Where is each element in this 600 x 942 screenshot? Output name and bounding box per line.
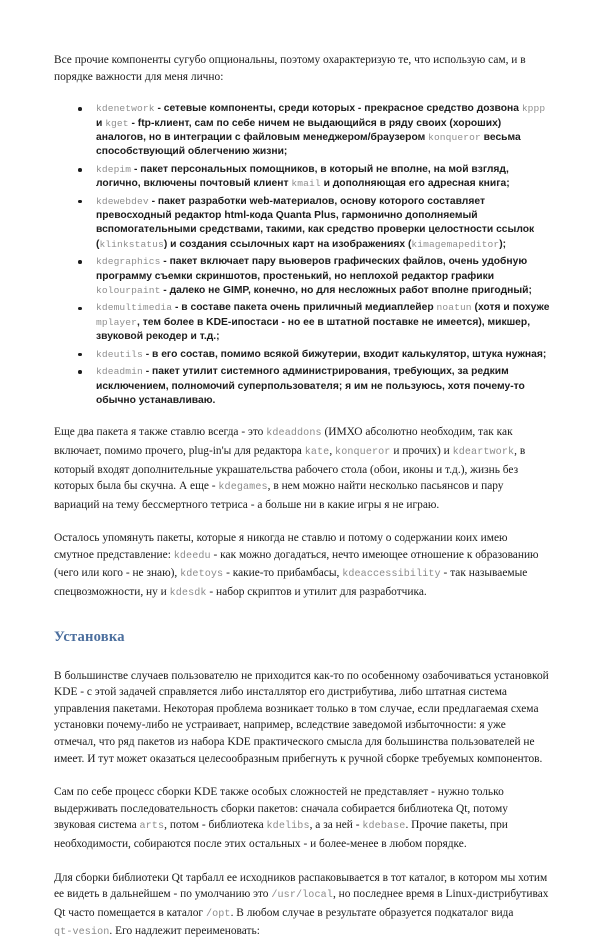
inline-code: arts — [139, 821, 165, 833]
paragraph-install-qt-unpack: Для сборки библиотеки Qt тарбалл ее исходников распаковывается в тот каталог, в котором мы хотим ее видеть в дальнейшем - по умолчанию это /usr/local, но последнее время в Linux-дистрибутивах Qt часто помещается в каталог /opt. В любом случае в результате образуется подкаталог вида qt-vesion. Его надлежит переименовать: — [54, 871, 549, 939]
inline-code: kdesdk — [169, 588, 207, 600]
inline-code: kppp — [521, 103, 546, 115]
inline-code: noatun — [436, 302, 472, 314]
intro-paragraph: Все прочие компоненты сугубо опциональны, поэтому охарактеризую те, что использую сам, и в порядке важности для меня лично: — [54, 54, 526, 83]
inline-code: kdegames — [218, 482, 268, 494]
paragraph-install-overview: В большинстве случаев пользователю не приходится как-то по особенному озабочиваться установкой KDE - с этой задачей справляется либо инсталлятор его дистрибутива, либо штатная система управления пакетами. Некоторая проблема возникает только в том случае, если предлагаемая схема установки почему-либо не устраивает, например, вследствие заведомой избыточности: я уже отмечал, что ряд пакетов из набора KDE практического смысла для большинства пользователей не имеет. И тут может оказаться целесообразным прибегнуть к ручной сборке требуемых компонентов. — [54, 669, 549, 765]
list-item: kdegraphics - пакет включает пару вьюверов графических файлов, очень удобную программу съемки скриншотов, простенький, но неплохой редактор графики kolourpaint - далеко не GIMP, конечно, но для несложных работ вполне пригодный; — [54, 255, 550, 298]
inline-code: kdelibs — [266, 821, 310, 833]
inline-code: kimagemapeditor — [411, 238, 500, 250]
inline-code: kate — [304, 446, 330, 458]
inline-code: /opt — [205, 908, 231, 920]
paragraph-addons: Еще два пакета я также ставлю всегда - это kdeaddons (ИМХО абсолютно необходим, так как включает, помимо прочего, plug-in'ы для редактора kate, konqueror и прочих) и kdeartwork, в который входят дополнительные украшательства рабочего стола (обои, иконы и т.д.), жизнь без которых была бы скучна. А еще - kdegames, в нем можно найти несколько пасьянсов и пару вариаций на тему бессмертного тетриса - а больше ни в какие игры я не играю. — [54, 426, 526, 511]
inline-code: kdeaddons — [266, 428, 322, 440]
list-item: kdemultimedia - в составе пакета очень приличный медиаплейер noatun (хотя и похуже mplayer, тем более в KDE-ипостаси - но ее в штатной поставке не имеется), микшер, звуковой рекодер и т.д.; — [54, 301, 550, 344]
paragraph-install-build-order: Сам по себе процесс сборки KDE также особых сложностей не представляет - нужно только выдерживать последовательность сборки пакетов: сначала собирается библиотека Qt, потому звуковая система arts, потом - библиотека kdelibs, а за ней - kdebase. Прочие пакеты, при необходимости, собираются после этих остальных - и более-менее в любом порядке. — [54, 786, 508, 850]
inline-code: kdetoys — [180, 569, 224, 581]
inline-code: konqueror — [428, 132, 481, 143]
inline-code: kdeadmin — [96, 366, 143, 378]
inline-code: kget — [105, 117, 129, 129]
inline-code: kdeartwork — [452, 446, 515, 458]
inline-code: qt-vesion — [54, 927, 110, 939]
inline-code: kdeedu — [173, 550, 211, 562]
inline-code: kdenetwork — [96, 103, 155, 115]
section-heading-installation: Установка — [54, 628, 125, 645]
inline-code: kdepim — [96, 163, 132, 175]
inline-code: kolourpaint — [96, 285, 161, 297]
list-item: kdepim - пакет персональных помощников, в который не вполне, на мой взгляд, логично, включены почтовый клиент kmail и дополняющая его адресная книга; — [54, 163, 550, 192]
package-list — [54, 102, 550, 408]
inline-code: kdewebdev — [96, 195, 149, 207]
heading-spacer — [54, 620, 550, 629]
list-item: kdeutils - в его состав, помимо всякой бижутерии, входит калькулятор, штука нужная; — [54, 348, 550, 362]
inline-code: /usr/local — [271, 890, 333, 902]
inline-code: klinkstatus — [99, 238, 164, 250]
inline-code: kdeaccessibility — [342, 569, 441, 581]
paragraph-never-install: Осталось упомянуть пакеты, которые я никогда не ставлю и потому о содержании коих имею смутное представление: kdeedu - как можно догадаться, нечто имеющее отношение к образованию (чего или кого - не знаю), kdetoys - какие-то прибамбасы, kdeaccessibility - так называемые спецвозможности, ну и kdesdk - набор скриптов и утилит для разработчика. — [54, 532, 539, 600]
list-item: kdewebdev - пакет разработки web-материалов, основу которого составляет превосходный редактор html-кода Quanta Plus, гармонично дополняемый вспомогательными средствами, такими, как средство проверки целостности ссылок (klinkstatus) и создания ссылочных карт на изображениях (kimagemapeditor); — [54, 195, 550, 253]
inline-code: kdegraphics — [96, 256, 161, 268]
inline-code: kdebase — [362, 821, 406, 833]
inline-code: kdemultimedia — [96, 302, 173, 314]
inline-code: kmail — [291, 178, 321, 190]
list-item: kdeadmin - пакет утилит системного администрирования, требующих, за редким исключением, полномочий суперпользователя; я им не пользуюсь, хотя почему-то обычно устанавливаю. — [54, 365, 550, 408]
list-item: kdenetwork - сетевые компоненты, среди которых - прекрасное средство дозвона kppp и kget - ftp-клиент, сам по себе ничем не выдающийся в ряду своих (хороших) аналогов, но в интеграции с файловым менеджером/браузером konqueror весьма способствующий облегчению жизни; — [54, 102, 550, 160]
inline-code: konqueror — [335, 446, 391, 458]
inline-code: kdeutils — [96, 348, 143, 360]
inline-code: mplayer — [96, 316, 138, 328]
